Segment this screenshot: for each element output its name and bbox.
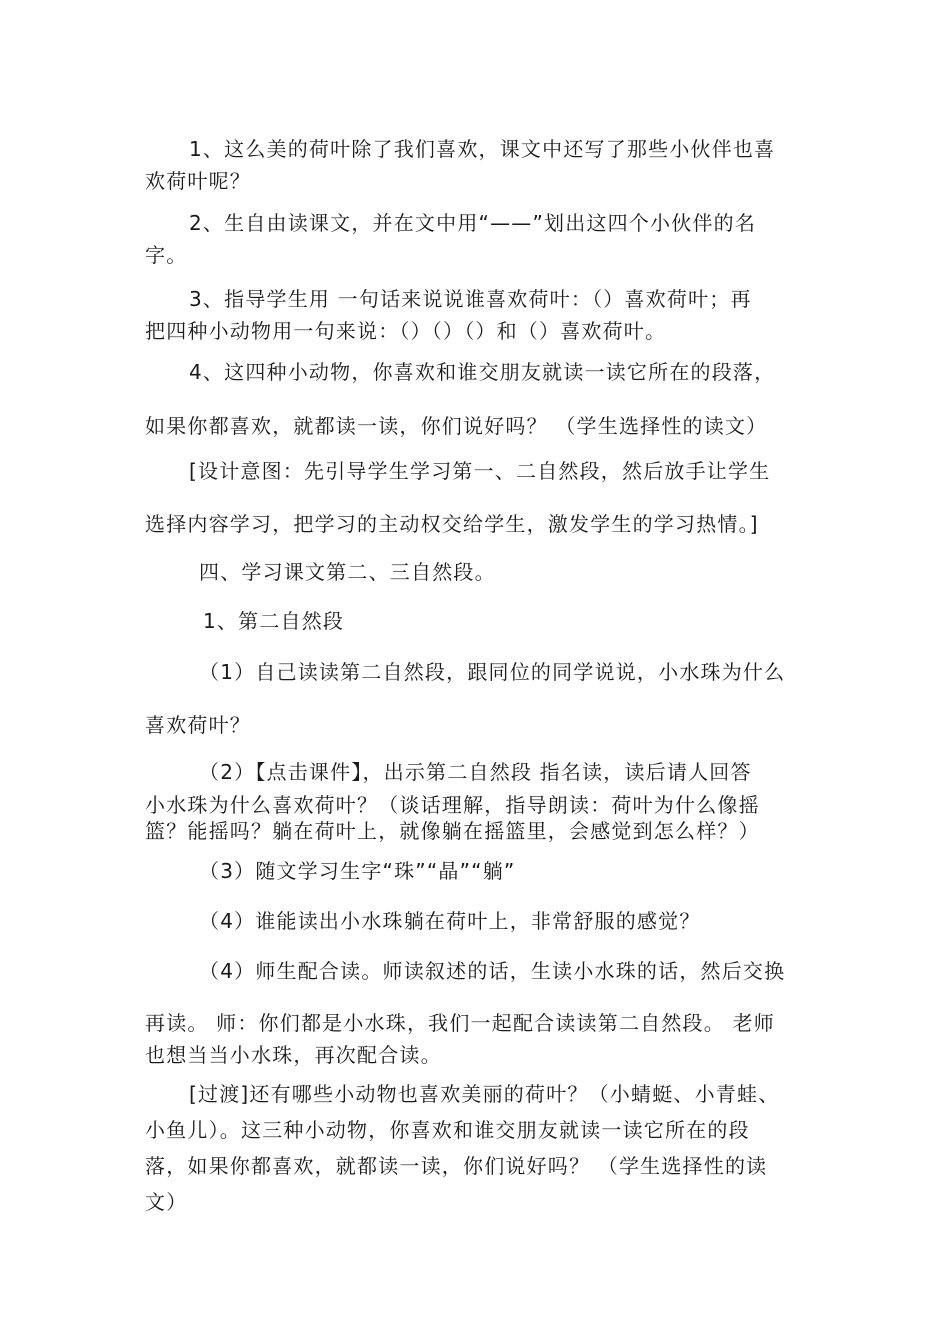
text-line: 如果你都喜欢，就都读一读，你们说好吗？ （学生选择性的读文）: [145, 414, 768, 438]
text-line: 2、生自由读课文，并在文中用“——”划出这四个小伙伴的名: [189, 211, 757, 235]
paragraph: [145, 855, 810, 887]
paragraph: [145, 455, 810, 540]
paragraph: [145, 905, 810, 937]
text-line: 文）: [145, 1190, 188, 1214]
text-line: （4）谁能读出小水珠躺在荷叶上，非常舒服的感觉？: [199, 909, 701, 933]
text-line: 1、第二自然段: [203, 609, 345, 633]
text-line: 落，如果你都喜欢，就都读一读，你们说好吗？ （学生选择性的读: [145, 1154, 768, 1178]
paragraph: [145, 356, 810, 442]
text-line: 3、指导学生用 一句话来说说谁喜欢荷叶：（）喜欢荷叶；再: [189, 287, 752, 311]
paragraph: [145, 955, 810, 1071]
text-line: [过渡]还有哪些小动物也喜欢美丽的荷叶？（小蜻蜓、小青蛙、: [189, 1082, 780, 1106]
paragraph: [145, 1078, 810, 1222]
text-line: 字。: [145, 243, 188, 267]
text-line: （3）随文学习生字“珠”“晶”“躺”: [199, 859, 516, 883]
text-line: [设计意图：先引导学生学习第一、二自然段，然后放手让学生: [189, 459, 771, 483]
paragraph: [145, 207, 810, 271]
text-line: 喜欢荷叶？: [145, 713, 251, 737]
paragraph: [145, 756, 810, 844]
text-line: （4）师生配合读。师读叙述的话，生读小水珠的话，然后交换: [199, 959, 786, 983]
text-line: （2）【点击课件】，出示第二自然段 指名读，读后请人回答: [199, 760, 752, 784]
text-line: 4、这四种小动物，你喜欢和谁交朋友就读一读它所在的段落，: [189, 360, 776, 384]
paragraph: [145, 605, 810, 637]
text-line: 把四种小动物用一句来说：（）（）（）和（）喜欢荷叶。: [145, 319, 667, 343]
paragraph: [145, 556, 810, 588]
text-line: 1、这么美的荷叶除了我们喜欢，课文中还写了那些小伙伴也喜: [189, 137, 776, 161]
text-line: 小水珠为什么喜欢荷叶？（谈话理解，指导朗读：荷叶为什么像摇: [145, 793, 760, 817]
text-line: 小鱼儿）。这三种小动物，你喜欢和谁交朋友就读一读它所在的段: [145, 1118, 750, 1142]
text-line: 篮？能摇吗？躺在荷叶上，就像躺在摇篮里，会感觉到怎么样？）: [145, 819, 760, 843]
paragraph: [145, 133, 810, 197]
text-line: 再读。 师：你们都是小水珠，我们一起配合读读第二自然段。 老师: [145, 1011, 775, 1035]
text-line: 欢荷叶呢？: [145, 169, 251, 193]
text-line: 选择内容学习，把学习的主动权交给学生，激发学生的学习热情。]: [145, 512, 759, 536]
paragraph: [145, 656, 810, 741]
text-line: （1）自己读读第二自然段，跟同位的同学说说，小水珠为什么: [199, 660, 786, 684]
text-line: 也想当当小水珠，再次配合读。: [145, 1043, 442, 1067]
paragraph: [145, 283, 810, 347]
text-line: 四、学习课文第二、三自然段。: [199, 560, 496, 584]
